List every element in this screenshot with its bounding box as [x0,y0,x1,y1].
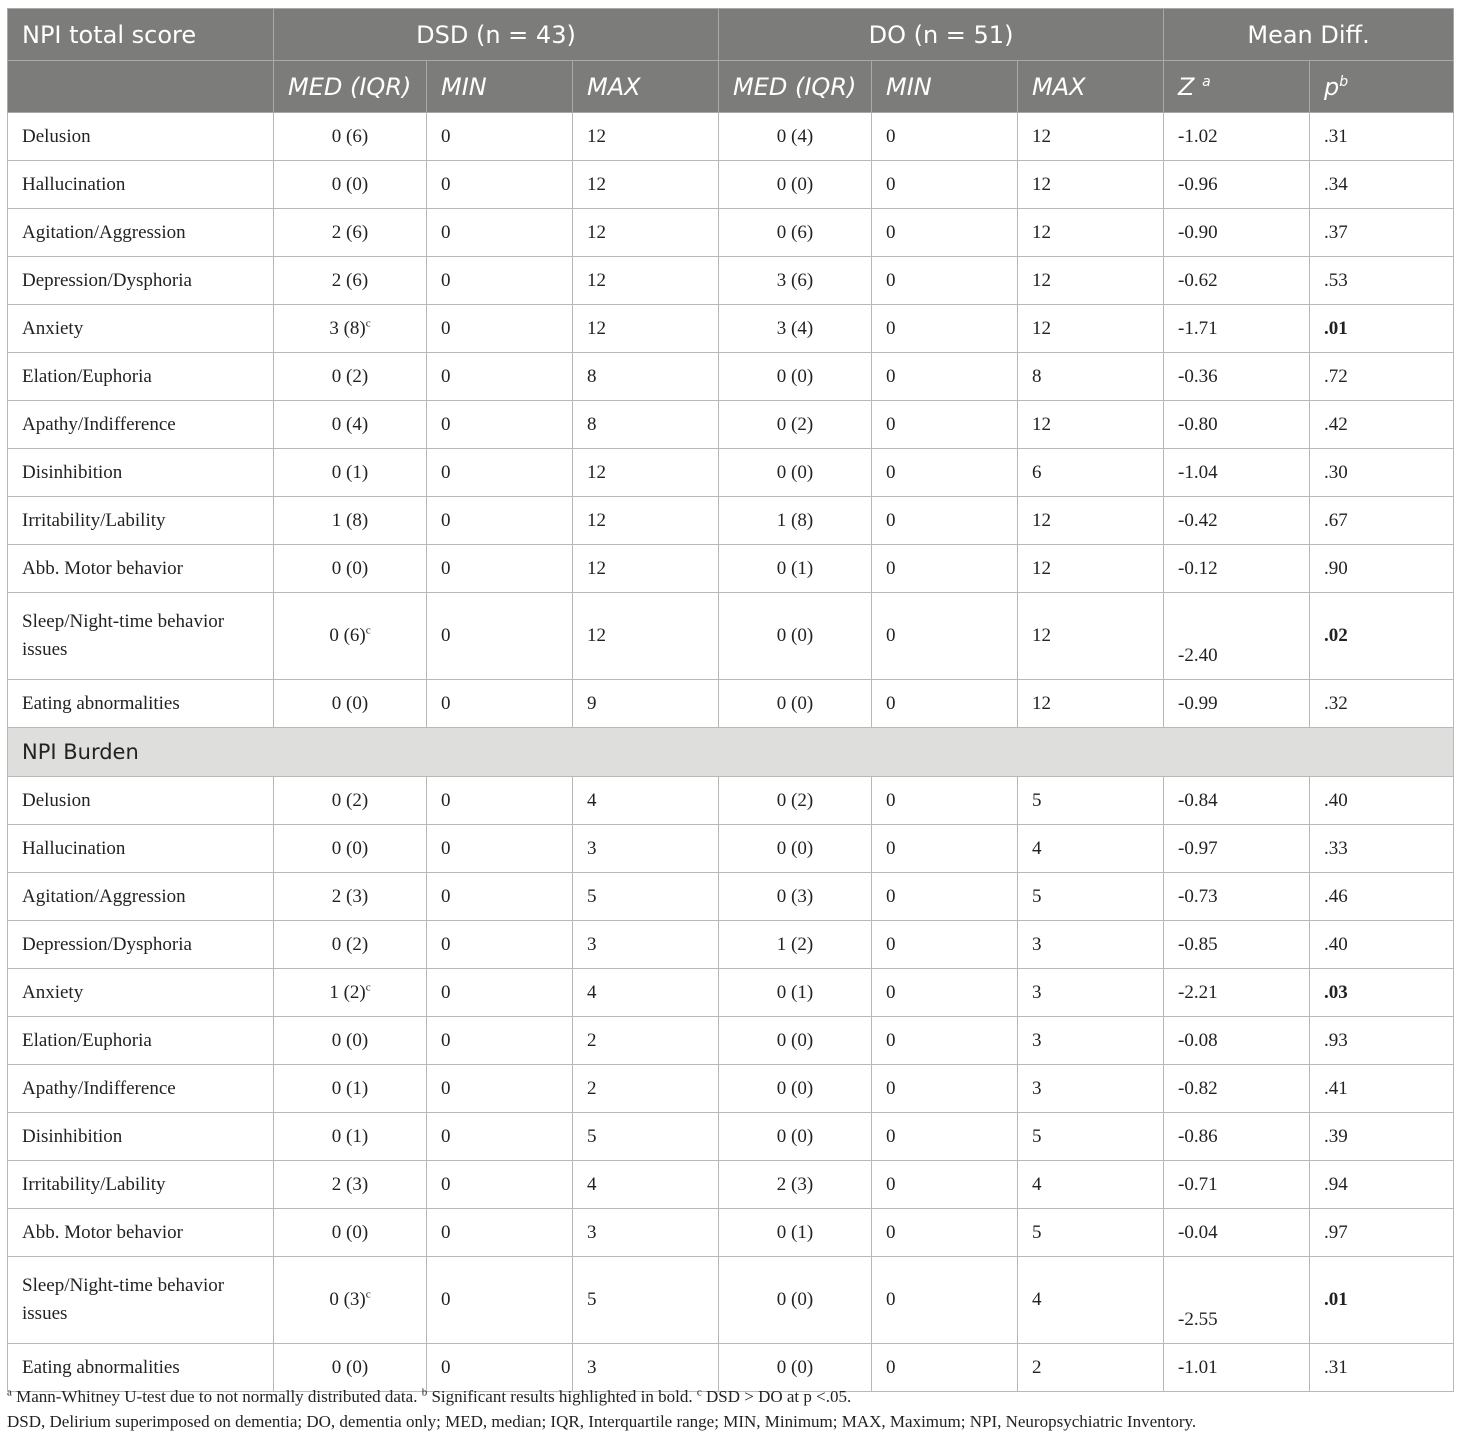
z-cell: -0.04 [1164,1209,1310,1257]
do-med-iqr-cell: 0 (4) [719,113,872,161]
header-do-min: MIN [872,61,1018,113]
do-max-cell: 4 [1018,1257,1164,1344]
p-cell: .34 [1310,161,1454,209]
do-min-cell: 0 [872,545,1018,593]
dsd-med-footnote-c: c [365,1288,371,1301]
dsd-med-iqr-value: 0 (0) [331,1356,369,1378]
z-cell: -2.55 [1164,1257,1310,1344]
p-cell: .72 [1310,353,1454,401]
z-cell: -0.97 [1164,825,1310,873]
dsd-max-cell: 5 [573,1257,719,1344]
row-label: Depression/Dysphoria [8,257,274,305]
z-cell: -0.36 [1164,353,1310,401]
p-cell: .30 [1310,449,1454,497]
row-label: Disinhibition [8,449,274,497]
dsd-min-cell: 0 [427,969,573,1017]
section-row-npi-burden [8,728,1454,777]
dsd-max-cell: 12 [573,305,719,353]
z-cell: -0.71 [1164,1161,1310,1209]
row-label: Abb. Motor behavior [8,1209,274,1257]
do-min-cell: 0 [872,113,1018,161]
dsd-med-iqr-cell [274,873,427,921]
dsd-med-iqr-value: 0 (0) [331,1029,369,1051]
row-label: Irritability/Lability [8,497,274,545]
table-row [8,1209,1454,1257]
do-min-cell: 0 [872,1344,1018,1392]
do-max-cell: 5 [1018,873,1164,921]
row-label: Agitation/Aggression [8,873,274,921]
table-row [8,449,1454,497]
dsd-max-cell: 8 [573,401,719,449]
p-cell: .03 [1310,969,1454,1017]
dsd-min-cell: 0 [427,257,573,305]
dsd-med-iqr-value: 0 (3) [329,1289,366,1310]
do-max-cell: 2 [1018,1344,1164,1392]
dsd-min-cell: 0 [427,1209,573,1257]
do-max-cell: 12 [1018,257,1164,305]
do-min-cell: 0 [872,680,1018,728]
table-row [8,1161,1454,1209]
footnote-c-text: DSD > DO at p <.05. [701,1387,852,1406]
header-p-sup: b [1339,73,1349,90]
table-body [8,113,1454,1392]
header-z-label: Z [1178,72,1195,101]
do-min-cell: 0 [872,873,1018,921]
do-med-iqr-cell: 0 (1) [719,545,872,593]
dsd-med-footnote-c: c [365,981,371,994]
do-min-cell: 0 [872,449,1018,497]
do-med-iqr-cell: 0 (3) [719,873,872,921]
do-max-cell: 3 [1018,1065,1164,1113]
z-cell: -0.85 [1164,921,1310,969]
table-row [8,161,1454,209]
do-max-cell: 4 [1018,1161,1164,1209]
p-cell: .33 [1310,825,1454,873]
p-cell: .40 [1310,777,1454,825]
footnote-a-text: Mann-Whitney U-test due to not normally distributed data. [11,1387,422,1406]
dsd-min-cell: 0 [427,593,573,680]
dsd-med-iqr-cell [274,161,427,209]
dsd-med-iqr-cell [274,921,427,969]
row-label: Anxiety [8,969,274,1017]
do-med-iqr-cell: 0 (2) [719,777,872,825]
dsd-med-iqr-value: 0 (0) [331,173,369,195]
dsd-med-iqr-value: 0 (4) [331,413,369,435]
do-max-cell: 3 [1018,969,1164,1017]
dsd-max-cell: 3 [573,825,719,873]
do-max-cell: 5 [1018,1209,1164,1257]
z-cell: -0.90 [1164,209,1310,257]
do-med-iqr-cell: 0 (6) [719,209,872,257]
footnote-b-text: Significant results highlighted in bold. [427,1387,697,1406]
dsd-med-iqr-value: 2 (6) [331,221,369,243]
dsd-med-iqr-cell [274,257,427,305]
do-max-cell: 4 [1018,825,1164,873]
do-max-cell: 5 [1018,777,1164,825]
dsd-max-cell: 12 [573,497,719,545]
do-max-cell: 12 [1018,209,1164,257]
do-min-cell: 0 [872,1161,1018,1209]
dsd-min-cell: 0 [427,113,573,161]
dsd-med-iqr-cell [274,209,427,257]
z-cell: -0.42 [1164,497,1310,545]
footnote-abbreviations: DSD, Delirium superimposed on dementia; DO, dementia only; MED, median; IQR, Interquartile range; MIN, Minimum; MAX, Maximum; NPI, Neuropsychiatric Inventory. [7,1412,1197,1431]
dsd-max-cell: 12 [573,449,719,497]
dsd-max-cell: 3 [573,921,719,969]
do-min-cell: 0 [872,777,1018,825]
table-row [8,825,1454,873]
dsd-min-cell: 0 [427,873,573,921]
do-max-cell: 12 [1018,497,1164,545]
table-row [8,921,1454,969]
dsd-min-cell: 0 [427,1161,573,1209]
dsd-max-cell: 12 [573,113,719,161]
do-max-cell: 8 [1018,353,1164,401]
dsd-max-cell: 3 [573,1344,719,1392]
dsd-min-cell: 0 [427,921,573,969]
p-cell: .42 [1310,401,1454,449]
dsd-min-cell: 0 [427,353,573,401]
header-p [1310,61,1454,113]
row-label: Apathy/Indifference [8,401,274,449]
dsd-med-iqr-value: 0 (1) [331,461,369,483]
dsd-med-iqr-cell [274,1161,427,1209]
header-npi-total-score: NPI total score [8,9,274,61]
p-cell: .40 [1310,921,1454,969]
table-row [8,1113,1454,1161]
dsd-med-iqr-value: 0 (0) [331,837,369,859]
do-min-cell: 0 [872,1065,1018,1113]
z-cell: -0.73 [1164,873,1310,921]
do-med-iqr-cell: 0 (1) [719,1209,872,1257]
dsd-min-cell: 0 [427,1065,573,1113]
row-label: Hallucination [8,161,274,209]
footnote-b-sup: b [421,1386,428,1399]
dsd-med-iqr-value: 2 (3) [331,1173,369,1195]
table-row [8,873,1454,921]
z-cell: -1.04 [1164,449,1310,497]
dsd-med-iqr-cell [274,1017,427,1065]
row-label: Abb. Motor behavior [8,545,274,593]
do-min-cell: 0 [872,497,1018,545]
do-med-iqr-cell: 0 (0) [719,161,872,209]
do-med-iqr-cell: 0 (0) [719,353,872,401]
do-med-iqr-cell: 0 (0) [719,825,872,873]
dsd-med-iqr-value: 0 (6) [331,125,369,147]
do-min-cell: 0 [872,1113,1018,1161]
do-min-cell: 0 [872,921,1018,969]
do-med-iqr-cell: 0 (0) [719,1017,872,1065]
dsd-max-cell: 12 [573,257,719,305]
table-row [8,1257,1454,1344]
dsd-med-iqr-cell [274,353,427,401]
dsd-med-iqr-cell [274,401,427,449]
do-med-iqr-cell: 0 (0) [719,593,872,680]
dsd-med-iqr-value: 1 (2) [329,981,366,1003]
dsd-med-iqr-value: 3 (8) [329,317,366,339]
do-min-cell: 0 [872,825,1018,873]
table-row [8,1065,1454,1113]
p-cell: .39 [1310,1113,1454,1161]
row-label: Disinhibition [8,1113,274,1161]
do-min-cell: 0 [872,593,1018,680]
header-p-label: p [1324,72,1340,101]
dsd-min-cell: 0 [427,305,573,353]
table-row [8,593,1454,680]
dsd-min-cell: 0 [427,449,573,497]
table-row [8,209,1454,257]
z-cell: -0.82 [1164,1065,1310,1113]
dsd-med-iqr-value: 2 (3) [331,885,369,907]
z-cell: -0.99 [1164,680,1310,728]
z-cell: -0.62 [1164,257,1310,305]
dsd-med-iqr-cell [274,593,427,680]
do-min-cell: 0 [872,161,1018,209]
dsd-max-cell: 8 [573,353,719,401]
dsd-med-iqr-cell [274,113,427,161]
row-label: Eating abnormalities [8,1344,274,1392]
do-med-iqr-cell: 0 (1) [719,969,872,1017]
header-dsd-min: MIN [427,61,573,113]
row-label: Depression/Dysphoria [8,921,274,969]
row-label: Eating abnormalities [8,680,274,728]
dsd-max-cell: 5 [573,873,719,921]
row-label: Delusion [8,777,274,825]
dsd-med-iqr-value: 0 (2) [331,365,369,387]
dsd-med-iqr-cell [274,497,427,545]
dsd-max-cell: 5 [573,1113,719,1161]
header-do-max: MAX [1018,61,1164,113]
dsd-min-cell: 0 [427,1017,573,1065]
do-min-cell: 0 [872,353,1018,401]
p-cell: .46 [1310,873,1454,921]
table-row [8,1017,1454,1065]
do-min-cell: 0 [872,1017,1018,1065]
row-label: Sleep/Night-time behavior issues [8,1257,274,1344]
dsd-med-iqr-cell [274,969,427,1017]
do-med-iqr-cell: 0 (0) [719,680,872,728]
do-min-cell: 0 [872,209,1018,257]
p-cell: .01 [1310,305,1454,353]
table-footnotes [7,1384,1196,1434]
do-med-iqr-cell: 0 (0) [719,449,872,497]
dsd-max-cell: 9 [573,680,719,728]
do-med-iqr-cell: 3 (6) [719,257,872,305]
z-cell: -0.80 [1164,401,1310,449]
npi-comparison-table [7,8,1454,1392]
do-max-cell: 3 [1018,1017,1164,1065]
do-med-iqr-cell: 0 (0) [719,1344,872,1392]
do-med-iqr-cell: 0 (2) [719,401,872,449]
dsd-min-cell: 0 [427,1257,573,1344]
do-max-cell: 12 [1018,113,1164,161]
dsd-max-cell: 12 [573,161,719,209]
do-med-iqr-cell: 0 (0) [719,1065,872,1113]
dsd-min-cell: 0 [427,497,573,545]
header-row-columns [8,61,1454,113]
dsd-med-footnote-c: c [365,317,371,330]
do-med-iqr-cell: 0 (0) [719,1257,872,1344]
z-cell: -2.21 [1164,969,1310,1017]
dsd-med-iqr-value: 0 (6) [329,625,366,646]
z-cell: -1.01 [1164,1344,1310,1392]
do-min-cell: 0 [872,257,1018,305]
p-cell: .02 [1310,593,1454,680]
do-max-cell: 6 [1018,449,1164,497]
section-title-npi-burden: NPI Burden [8,728,1454,777]
do-max-cell: 12 [1018,593,1164,680]
do-max-cell: 5 [1018,1113,1164,1161]
p-cell: .94 [1310,1161,1454,1209]
dsd-med-iqr-value: 2 (6) [331,269,369,291]
z-cell: -0.84 [1164,777,1310,825]
do-med-iqr-cell: 1 (2) [719,921,872,969]
header-row-groups [8,9,1454,61]
dsd-med-iqr-cell [274,825,427,873]
z-cell: -0.96 [1164,161,1310,209]
table-row [8,497,1454,545]
do-min-cell: 0 [872,401,1018,449]
footnote-line-1 [7,1384,1196,1409]
dsd-min-cell: 0 [427,209,573,257]
row-label: Irritability/Lability [8,1161,274,1209]
dsd-min-cell: 0 [427,825,573,873]
npi-table-container [7,8,1453,1392]
dsd-med-iqr-value: 0 (0) [331,692,369,714]
dsd-min-cell: 0 [427,161,573,209]
row-label: Agitation/Aggression [8,209,274,257]
do-min-cell: 0 [872,305,1018,353]
table-row [8,401,1454,449]
dsd-max-cell: 12 [573,545,719,593]
z-cell: -1.02 [1164,113,1310,161]
p-cell: .41 [1310,1065,1454,1113]
z-cell: -2.40 [1164,593,1310,680]
row-label: Elation/Euphoria [8,1017,274,1065]
do-med-iqr-cell: 0 (0) [719,1113,872,1161]
dsd-min-cell: 0 [427,680,573,728]
row-label: Elation/Euphoria [8,353,274,401]
do-max-cell: 12 [1018,401,1164,449]
row-label: Anxiety [8,305,274,353]
table-row [8,257,1454,305]
do-max-cell: 3 [1018,921,1164,969]
p-cell: .31 [1310,1344,1454,1392]
p-cell: .01 [1310,1257,1454,1344]
row-label: Sleep/Night-time behavior issues [8,593,274,680]
dsd-max-cell: 4 [573,1161,719,1209]
do-min-cell: 0 [872,1257,1018,1344]
dsd-med-iqr-cell [274,680,427,728]
dsd-med-iqr-cell [274,545,427,593]
footnote-c-sup: c [696,1386,702,1399]
dsd-med-iqr-cell [274,1209,427,1257]
dsd-med-iqr-cell [274,777,427,825]
header-do-med-iqr: MED (IQR) [719,61,872,113]
row-label: Apathy/Indifference [8,1065,274,1113]
row-label: Hallucination [8,825,274,873]
do-min-cell: 0 [872,1209,1018,1257]
table-row [8,353,1454,401]
p-cell: .53 [1310,257,1454,305]
p-cell: .31 [1310,113,1454,161]
do-max-cell: 12 [1018,545,1164,593]
header-mean-diff: Mean Diff. [1164,9,1454,61]
dsd-med-iqr-value: 0 (0) [331,1221,369,1243]
table-row [8,969,1454,1017]
dsd-min-cell: 0 [427,777,573,825]
header-blank [8,61,274,113]
do-med-iqr-cell: 1 (8) [719,497,872,545]
table-row [8,305,1454,353]
dsd-min-cell: 0 [427,1113,573,1161]
row-label: Delusion [8,113,274,161]
z-cell: -0.08 [1164,1017,1310,1065]
dsd-max-cell: 4 [573,777,719,825]
table-row [8,777,1454,825]
p-cell: .32 [1310,680,1454,728]
table-row [8,680,1454,728]
p-cell: .67 [1310,497,1454,545]
dsd-med-iqr-value: 0 (1) [331,1125,369,1147]
dsd-min-cell: 0 [427,545,573,593]
p-cell: .90 [1310,545,1454,593]
do-max-cell: 12 [1018,680,1164,728]
z-cell: -0.86 [1164,1113,1310,1161]
do-max-cell: 12 [1018,161,1164,209]
table-row [8,545,1454,593]
table-row [8,113,1454,161]
header-z [1164,61,1310,113]
header-z-sup: a [1202,73,1211,90]
header-dsd-group: DSD (n = 43) [274,9,719,61]
do-min-cell: 0 [872,969,1018,1017]
z-cell: -0.12 [1164,545,1310,593]
dsd-med-iqr-cell [274,1113,427,1161]
p-cell: .97 [1310,1209,1454,1257]
z-cell: -1.71 [1164,305,1310,353]
dsd-med-iqr-value: 0 (1) [331,1077,369,1099]
dsd-med-iqr-cell [274,1065,427,1113]
p-cell: .93 [1310,1017,1454,1065]
dsd-min-cell: 0 [427,1344,573,1392]
header-do-group: DO (n = 51) [719,9,1164,61]
dsd-med-iqr-value: 0 (2) [331,789,369,811]
footnote-a-sup: a [7,1386,12,1399]
dsd-med-iqr-value: 0 (0) [331,557,369,579]
do-med-iqr-cell: 2 (3) [719,1161,872,1209]
dsd-med-iqr-cell [274,1257,427,1344]
dsd-med-iqr-cell [274,305,427,353]
dsd-max-cell: 12 [573,209,719,257]
dsd-max-cell: 12 [573,593,719,680]
do-med-iqr-cell: 3 (4) [719,305,872,353]
dsd-max-cell: 4 [573,969,719,1017]
dsd-med-iqr-value: 1 (8) [331,509,369,531]
dsd-med-footnote-c: c [365,624,371,637]
dsd-med-iqr-value: 0 (2) [331,933,369,955]
dsd-med-iqr-cell [274,449,427,497]
dsd-max-cell: 3 [573,1209,719,1257]
dsd-min-cell: 0 [427,401,573,449]
dsd-max-cell: 2 [573,1017,719,1065]
header-dsd-med-iqr: MED (IQR) [274,61,427,113]
p-cell: .37 [1310,209,1454,257]
dsd-max-cell: 2 [573,1065,719,1113]
header-dsd-max: MAX [573,61,719,113]
do-max-cell: 12 [1018,305,1164,353]
